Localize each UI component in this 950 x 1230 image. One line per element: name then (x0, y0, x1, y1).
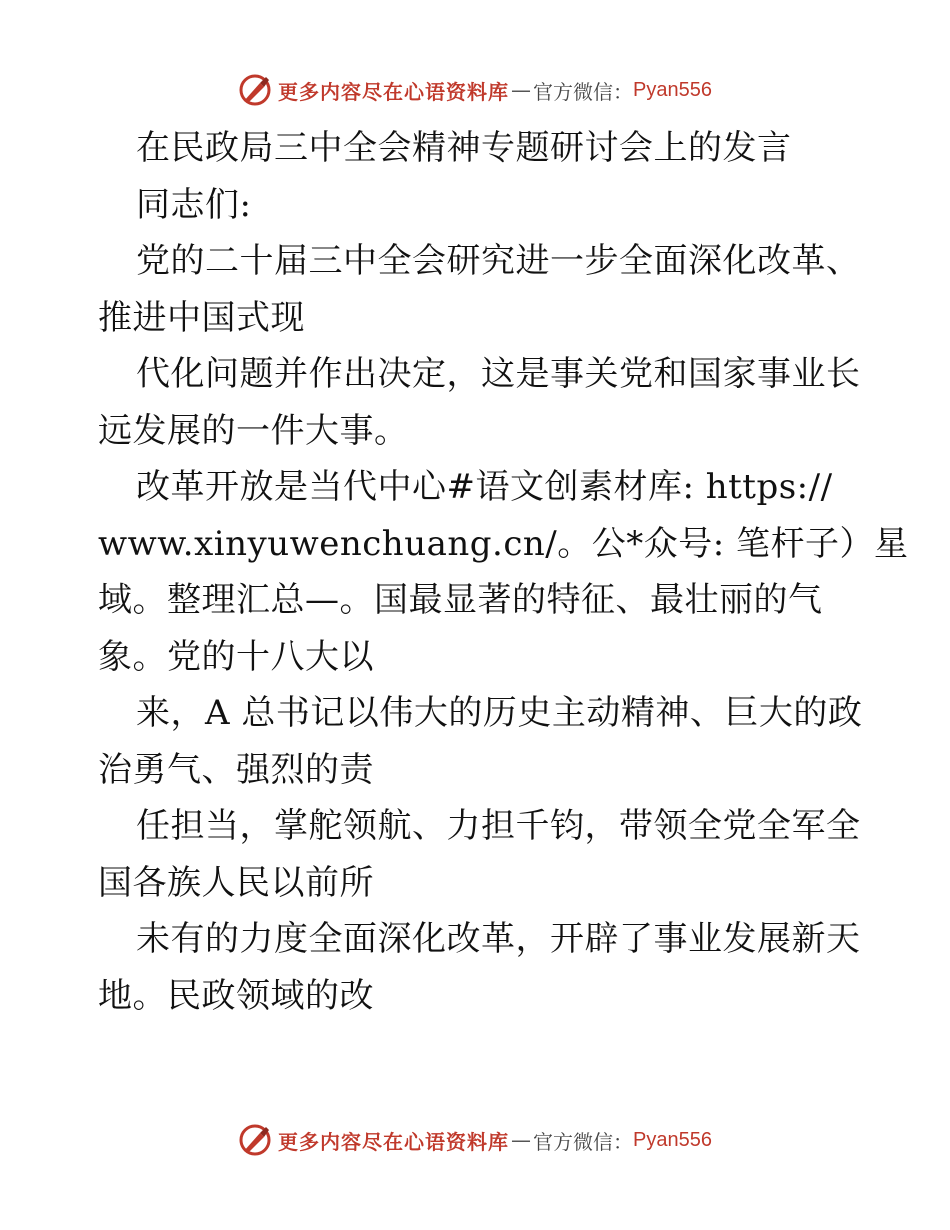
paragraph-line: 党的二十届三中全会研究进一步全面深化改革、 (136, 241, 861, 281)
salutation: 同志们: (136, 184, 252, 225)
paragraph-line: 治勇气、强烈的责 (98, 749, 374, 790)
header-wechat-id: Pyan556 (633, 78, 712, 101)
footer-banner (0, 1120, 950, 1160)
footer-separator: — (511, 1128, 532, 1152)
document-title: 在民政局三中全会精神专题研讨会上的发言 (136, 128, 792, 168)
footer-promo-text: 更多内容尽在心语资料库 (278, 1129, 510, 1154)
pen-logo-icon (238, 73, 272, 107)
paragraph-line: 改革开放是当代中心#语文创素材库: https:// (136, 467, 833, 507)
paragraph-line: 任担当，掌舵领航、力担千钧，带领全党全军全 (136, 806, 861, 846)
header-promo-text: 更多内容尽在心语资料库 (278, 79, 510, 104)
pen-logo-icon (238, 1123, 272, 1157)
paragraph-line: 国各族人民以前所 (98, 862, 374, 903)
paragraph-line: 象。党的十八大以 (98, 636, 374, 677)
document-body (98, 120, 909, 1024)
paragraph-line: 地。民政领域的改 (98, 975, 374, 1016)
header-banner (0, 70, 950, 110)
header-wechat-label: 官方微信： (533, 79, 634, 104)
paragraph-line: 推进中国式现 (98, 297, 305, 338)
footer-wechat-id: Pyan556 (633, 1128, 712, 1151)
paragraph-line: 代化问题并作出决定，这是事关党和国家事业长 (136, 354, 861, 394)
paragraph-line: 远发展的一件大事。 (98, 410, 409, 451)
paragraph-line: www.xinyuwenchuang.cn/。公*众号: 笔杆子）星 (98, 523, 909, 564)
header-separator: — (511, 78, 532, 102)
paragraph-line: 来，A 总书记以伟大的历史主动精神、巨大的政 (136, 693, 863, 733)
paragraph-line: 未有的力度全面深化改革，开辟了事业发展新天 (136, 919, 861, 959)
footer-wechat-label: 官方微信： (533, 1129, 634, 1154)
paragraph-line: 域。整理汇总—。国最显著的特征、最壮丽的气 (98, 580, 823, 620)
